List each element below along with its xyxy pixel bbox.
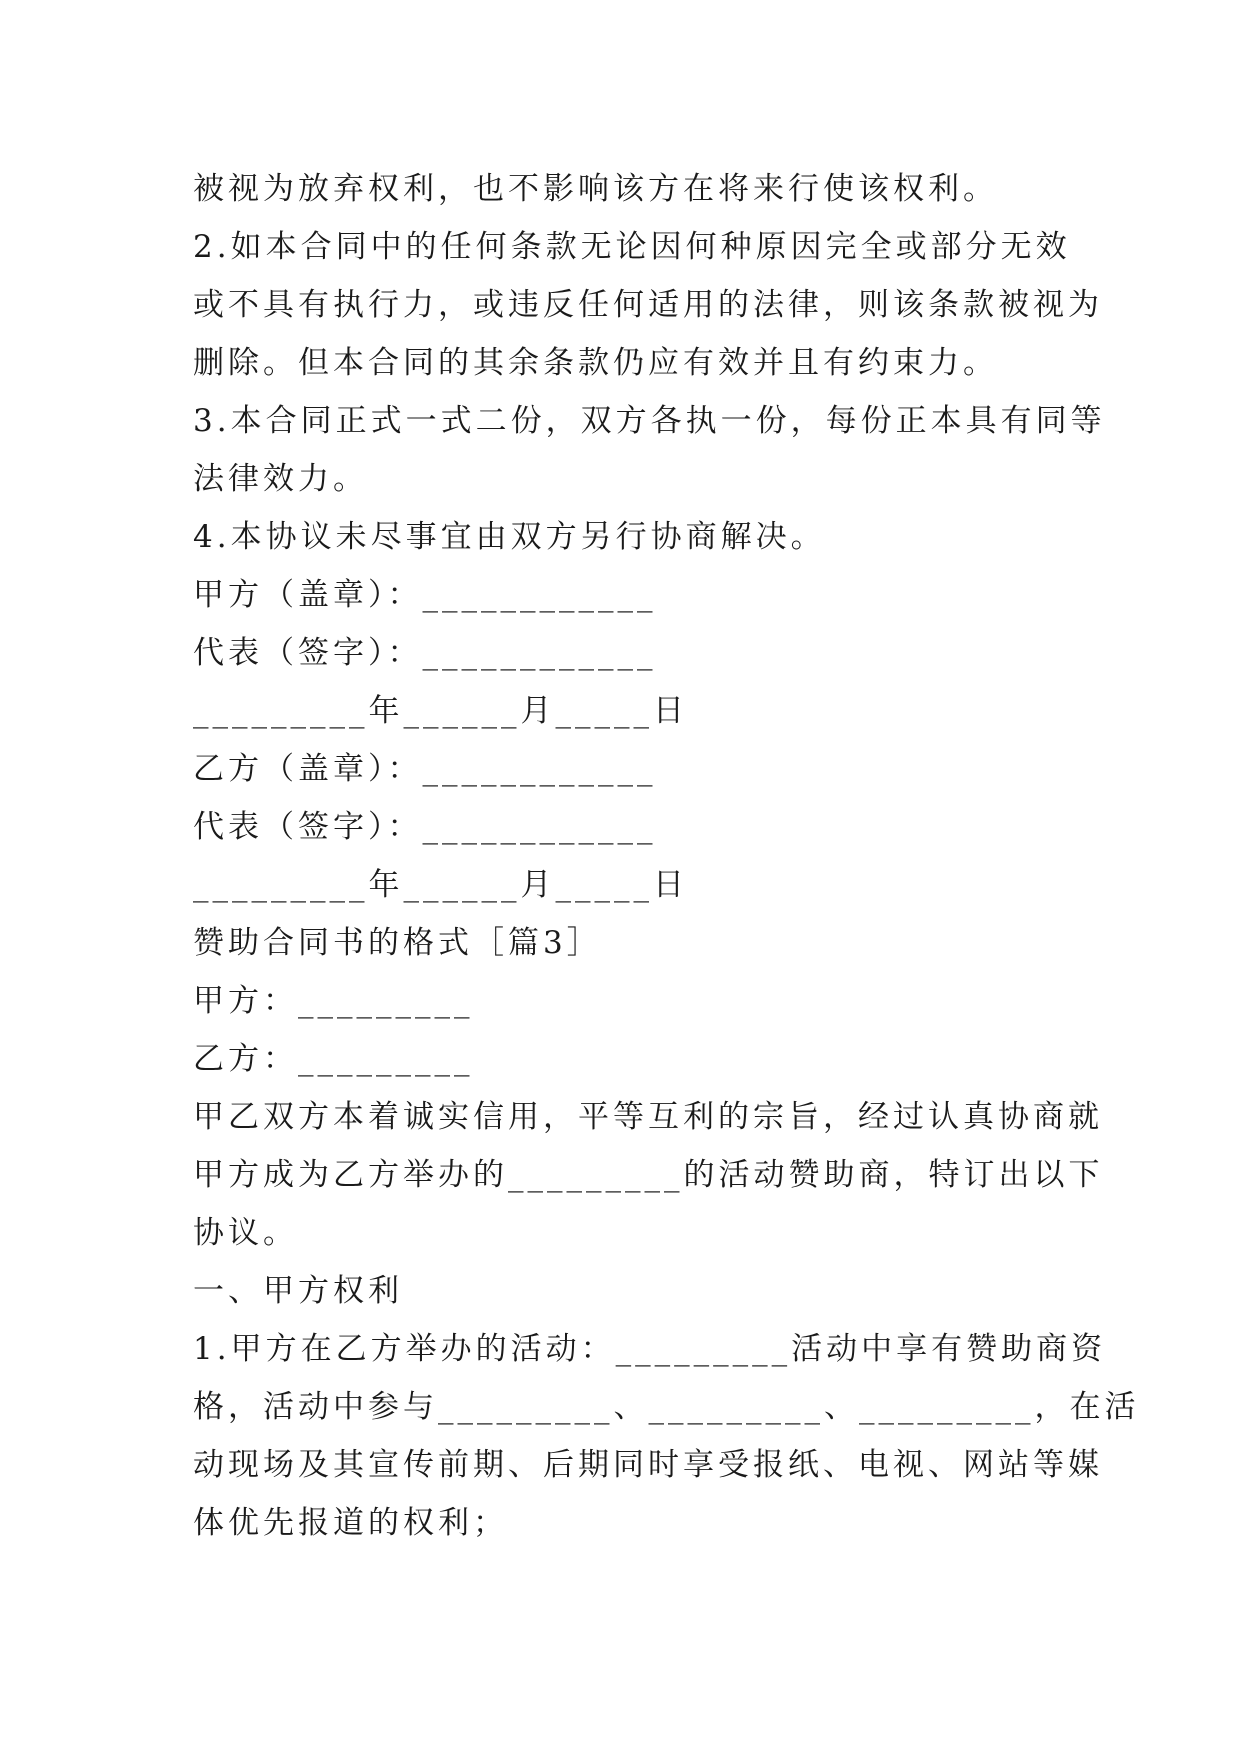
party-a-seal-line: 甲方（盖章）：____________ — [193, 577, 657, 613]
text-line: 或不具有执行力，或违反任何适用的法律，则该条款被视为 — [193, 287, 1103, 323]
text-line: 协议。 — [193, 1215, 298, 1251]
subsection-heading: 一、甲方权利 — [193, 1273, 403, 1309]
text-line: 动现场及其宣传前期、后期同时享受报纸、电视、网站等媒 — [193, 1447, 1103, 1483]
document-body — [193, 160, 1140, 1552]
text-line: 3.本合同正式一式二份，双方各执一份，每份正本具有同等 — [193, 403, 1106, 439]
party-a-name-line: 甲方：_________ — [193, 983, 474, 1019]
party-b-date-line: _________年______月_____日 — [193, 867, 688, 903]
text-line: 甲乙双方本着诚实信用，平等互利的宗旨，经过认真协商就 — [193, 1099, 1103, 1135]
text-line: 格，活动中参与_________、_________、_________，在活 — [193, 1389, 1140, 1425]
section-heading: 赞助合同书的格式［篇3］ — [193, 925, 602, 961]
party-a-signature-line: 代表（签字）：____________ — [193, 635, 657, 671]
text-line: 4.本协议未尽事宜由双方另行协商解决。 — [193, 519, 826, 555]
party-b-signature-line: 代表（签字）：____________ — [193, 809, 657, 845]
text-line: 删除。但本合同的其余条款仍应有效并且有约束力。 — [193, 345, 998, 381]
party-b-name-line: 乙方：_________ — [193, 1041, 474, 1077]
party-b-seal-line: 乙方（盖章）：____________ — [193, 751, 657, 787]
party-a-date-line: _________年______月_____日 — [193, 693, 688, 729]
text-line: 被视为放弃权利，也不影响该方在将来行使该权利。 — [193, 171, 998, 207]
text-line: 2.如本合同中的任何条款无论因何种原因完全或部分无效 — [193, 229, 1071, 265]
text-line: 甲方成为乙方举办的_________的活动赞助商，特订出以下 — [193, 1157, 1104, 1193]
text-line: 1.甲方在乙方举办的活动：_________活动中享有赞助商资 — [193, 1331, 1107, 1367]
text-line: 体优先报道的权利； — [193, 1505, 508, 1541]
text-line: 法律效力。 — [193, 461, 368, 497]
